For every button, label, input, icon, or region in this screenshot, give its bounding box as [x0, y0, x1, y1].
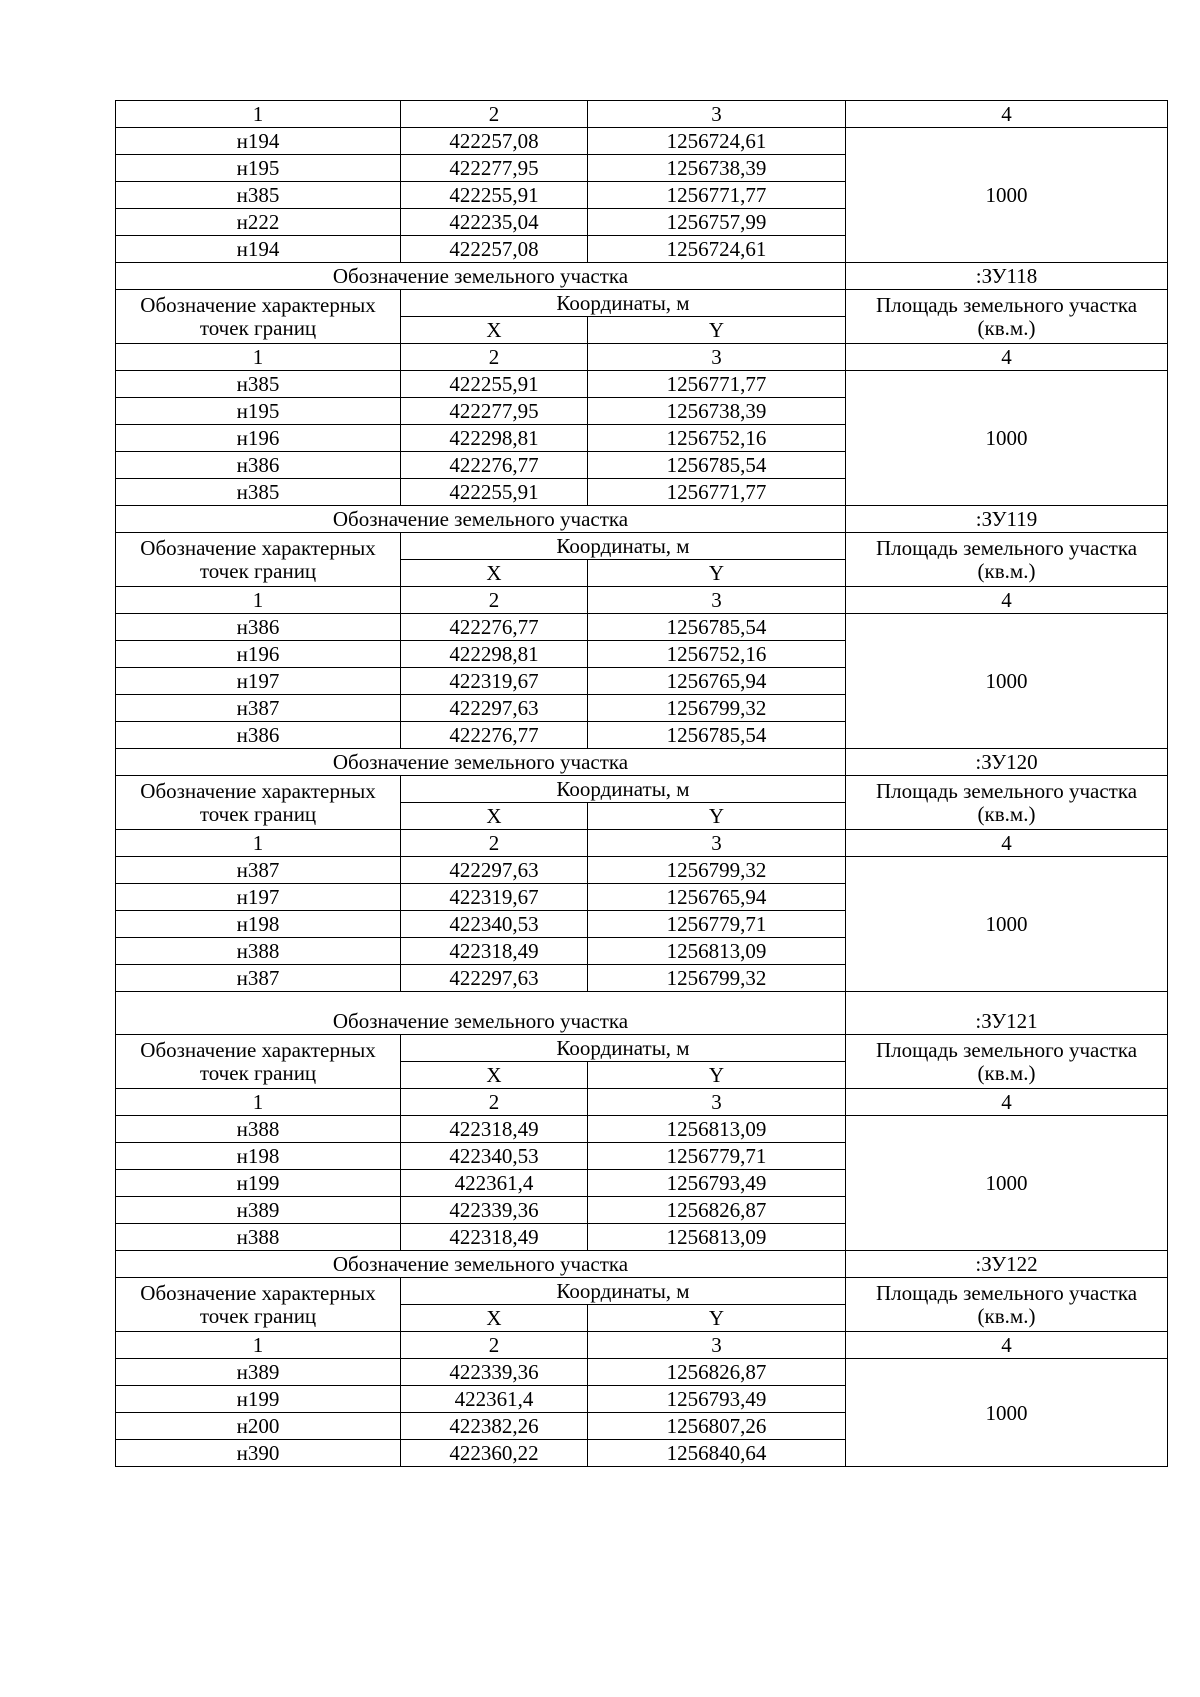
y-header: Y	[588, 1062, 846, 1089]
point-name-cell: н390	[116, 1440, 401, 1467]
x-header: X	[401, 803, 588, 830]
y-coordinate-cell: 1256826,87	[588, 1359, 846, 1386]
point-name-cell: н196	[116, 641, 401, 668]
coords-header: Координаты, м	[401, 533, 846, 560]
parcel-label: Обозначение земельного участка	[116, 263, 846, 290]
parcel-id: :ЗУ120	[846, 749, 1168, 776]
column-number-row	[116, 344, 1168, 371]
y-coordinate-cell: 1256785,54	[588, 614, 846, 641]
coords-header: Координаты, м	[401, 1035, 846, 1062]
point-row	[116, 1116, 1168, 1143]
y-coordinate-cell: 1256757,99	[588, 209, 846, 236]
parcel-id: :ЗУ118	[846, 263, 1168, 290]
column-number-cell: 1	[116, 830, 401, 857]
y-coordinate-cell: 1256765,94	[588, 668, 846, 695]
y-header: Y	[588, 317, 846, 344]
parcel-label-row	[116, 1251, 1168, 1278]
x-coordinate-cell: 422319,67	[401, 884, 588, 911]
parcel-id: :ЗУ119	[846, 506, 1168, 533]
point-name-cell: н389	[116, 1197, 401, 1224]
area-header: Площадь земельного участка (кв.м.)	[846, 776, 1168, 830]
x-coordinate-cell: 422382,26	[401, 1413, 588, 1440]
point-name-cell: н386	[116, 614, 401, 641]
column-number-cell: 2	[401, 587, 588, 614]
point-name-cell: н195	[116, 155, 401, 182]
point-name-cell: н195	[116, 398, 401, 425]
y-coordinate-cell: 1256779,71	[588, 1143, 846, 1170]
points-header: Обозначение характерных точек границ	[116, 290, 401, 344]
point-name-cell: н194	[116, 236, 401, 263]
table-header-row	[116, 1278, 1168, 1305]
coordinates-table-body	[116, 101, 1168, 1467]
x-coordinate-cell: 422318,49	[401, 1116, 588, 1143]
y-coordinate-cell: 1256724,61	[588, 236, 846, 263]
x-coordinate-cell: 422297,63	[401, 857, 588, 884]
point-name-cell: н386	[116, 452, 401, 479]
column-number-cell: 4	[846, 830, 1168, 857]
point-row	[116, 614, 1168, 641]
point-row	[116, 128, 1168, 155]
y-header: Y	[588, 1305, 846, 1332]
x-coordinate-cell: 422257,08	[401, 236, 588, 263]
area-value-cell: 1000	[846, 614, 1168, 749]
point-row	[116, 857, 1168, 884]
y-coordinate-cell: 1256724,61	[588, 128, 846, 155]
point-name-cell: н388	[116, 938, 401, 965]
y-coordinate-cell: 1256779,71	[588, 911, 846, 938]
x-coordinate-cell: 422235,04	[401, 209, 588, 236]
point-name-cell: н386	[116, 722, 401, 749]
x-header: X	[401, 1062, 588, 1089]
x-coordinate-cell: 422277,95	[401, 398, 588, 425]
point-row	[116, 371, 1168, 398]
parcel-label: Обозначение земельного участка	[116, 749, 846, 776]
point-name-cell: н199	[116, 1170, 401, 1197]
y-coordinate-cell: 1256799,32	[588, 857, 846, 884]
x-coordinate-cell: 422255,91	[401, 479, 588, 506]
column-number-cell: 4	[846, 587, 1168, 614]
x-header: X	[401, 317, 588, 344]
y-coordinate-cell: 1256738,39	[588, 155, 846, 182]
x-coordinate-cell: 422276,77	[401, 614, 588, 641]
x-coordinate-cell: 422298,81	[401, 641, 588, 668]
y-coordinate-cell: 1256826,87	[588, 1197, 846, 1224]
point-name-cell: н388	[116, 1224, 401, 1251]
points-header: Обозначение характерных точек границ	[116, 1278, 401, 1332]
y-header: Y	[588, 560, 846, 587]
area-header: Площадь земельного участка (кв.м.)	[846, 1035, 1168, 1089]
column-number-cell: 2	[401, 344, 588, 371]
point-name-cell: н387	[116, 965, 401, 992]
area-header: Площадь земельного участка (кв.м.)	[846, 533, 1168, 587]
y-coordinate-cell: 1256813,09	[588, 1224, 846, 1251]
column-number-cell: 1	[116, 344, 401, 371]
y-coordinate-cell: 1256840,64	[588, 1440, 846, 1467]
x-coordinate-cell: 422340,53	[401, 911, 588, 938]
x-header: X	[401, 560, 588, 587]
area-header: Площадь земельного участка (кв.м.)	[846, 1278, 1168, 1332]
x-coordinate-cell: 422318,49	[401, 938, 588, 965]
table-header-row	[116, 1035, 1168, 1062]
point-name-cell: н385	[116, 371, 401, 398]
points-header: Обозначение характерных точек границ	[116, 776, 401, 830]
column-number-cell: 4	[846, 344, 1168, 371]
coords-header: Координаты, м	[401, 776, 846, 803]
x-coordinate-cell: 422255,91	[401, 371, 588, 398]
table-header-row	[116, 533, 1168, 560]
x-coordinate-cell: 422297,63	[401, 965, 588, 992]
column-number-cell: 2	[401, 1089, 588, 1116]
parcel-id: :ЗУ121	[846, 992, 1168, 1035]
point-name-cell: н200	[116, 1413, 401, 1440]
area-value-cell: 1000	[846, 371, 1168, 506]
y-coordinate-cell: 1256799,32	[588, 965, 846, 992]
point-row	[116, 1359, 1168, 1386]
parcel-label: Обозначение земельного участка	[116, 506, 846, 533]
y-coordinate-cell: 1256771,77	[588, 371, 846, 398]
parcel-label-row	[116, 749, 1168, 776]
y-coordinate-cell: 1256807,26	[588, 1413, 846, 1440]
point-name-cell: н196	[116, 425, 401, 452]
point-name-cell: н197	[116, 668, 401, 695]
y-coordinate-cell: 1256785,54	[588, 722, 846, 749]
x-coordinate-cell: 422277,95	[401, 155, 588, 182]
column-number-cell: 3	[588, 830, 846, 857]
column-number-cell: 3	[588, 1332, 846, 1359]
x-coordinate-cell: 422255,91	[401, 182, 588, 209]
y-coordinate-cell: 1256785,54	[588, 452, 846, 479]
x-coordinate-cell: 422361,4	[401, 1170, 588, 1197]
x-coordinate-cell: 422339,36	[401, 1359, 588, 1386]
area-value-cell: 1000	[846, 128, 1168, 263]
y-coordinate-cell: 1256813,09	[588, 1116, 846, 1143]
table-header-row	[116, 776, 1168, 803]
column-number-cell: 4	[846, 101, 1168, 128]
y-coordinate-cell: 1256738,39	[588, 398, 846, 425]
area-value-cell: 1000	[846, 857, 1168, 992]
x-coordinate-cell: 422276,77	[401, 452, 588, 479]
x-coordinate-cell: 422257,08	[401, 128, 588, 155]
parcel-label: Обозначение земельного участка	[116, 1251, 846, 1278]
column-number-cell: 2	[401, 101, 588, 128]
y-coordinate-cell: 1256752,16	[588, 641, 846, 668]
column-number-cell: 3	[588, 1089, 846, 1116]
parcel-id: :ЗУ122	[846, 1251, 1168, 1278]
x-coordinate-cell: 422339,36	[401, 1197, 588, 1224]
coordinates-table	[115, 100, 1168, 1467]
y-coordinate-cell: 1256765,94	[588, 884, 846, 911]
parcel-label-row	[116, 263, 1168, 290]
point-name-cell: н385	[116, 182, 401, 209]
x-coordinate-cell: 422319,67	[401, 668, 588, 695]
column-number-cell: 1	[116, 101, 401, 128]
x-coordinate-cell: 422318,49	[401, 1224, 588, 1251]
point-name-cell: н198	[116, 911, 401, 938]
y-coordinate-cell: 1256771,77	[588, 479, 846, 506]
point-name-cell: н389	[116, 1359, 401, 1386]
y-coordinate-cell: 1256813,09	[588, 938, 846, 965]
x-coordinate-cell: 422361,4	[401, 1386, 588, 1413]
coords-header: Координаты, м	[401, 290, 846, 317]
column-number-row	[116, 830, 1168, 857]
y-coordinate-cell: 1256771,77	[588, 182, 846, 209]
x-coordinate-cell: 422340,53	[401, 1143, 588, 1170]
column-number-cell: 2	[401, 1332, 588, 1359]
point-name-cell: н387	[116, 695, 401, 722]
points-header: Обозначение характерных точек границ	[116, 1035, 401, 1089]
point-name-cell: н197	[116, 884, 401, 911]
x-coordinate-cell: 422360,22	[401, 1440, 588, 1467]
point-name-cell: н388	[116, 1116, 401, 1143]
x-header: X	[401, 1305, 588, 1332]
document-page	[115, 100, 1167, 1467]
points-header: Обозначение характерных точек границ	[116, 533, 401, 587]
area-header: Площадь земельного участка (кв.м.)	[846, 290, 1168, 344]
column-number-cell: 3	[588, 101, 846, 128]
x-coordinate-cell: 422297,63	[401, 695, 588, 722]
point-name-cell: н199	[116, 1386, 401, 1413]
coords-header: Координаты, м	[401, 1278, 846, 1305]
column-number-cell: 1	[116, 1089, 401, 1116]
column-number-cell: 2	[401, 830, 588, 857]
column-number-row	[116, 1089, 1168, 1116]
column-number-cell: 1	[116, 587, 401, 614]
x-coordinate-cell: 422276,77	[401, 722, 588, 749]
column-number-cell: 4	[846, 1089, 1168, 1116]
point-name-cell: н198	[116, 1143, 401, 1170]
parcel-label: Обозначение земельного участка	[116, 992, 846, 1035]
column-number-cell: 3	[588, 587, 846, 614]
area-value-cell: 1000	[846, 1359, 1168, 1467]
column-number-row	[116, 1332, 1168, 1359]
parcel-label-row	[116, 506, 1168, 533]
area-value-cell: 1000	[846, 1116, 1168, 1251]
point-name-cell: н387	[116, 857, 401, 884]
column-number-cell: 4	[846, 1332, 1168, 1359]
y-coordinate-cell: 1256793,49	[588, 1170, 846, 1197]
column-number-row	[116, 587, 1168, 614]
point-name-cell: н385	[116, 479, 401, 506]
point-name-cell: н194	[116, 128, 401, 155]
y-coordinate-cell: 1256799,32	[588, 695, 846, 722]
column-number-cell: 1	[116, 1332, 401, 1359]
y-coordinate-cell: 1256793,49	[588, 1386, 846, 1413]
table-header-row	[116, 290, 1168, 317]
point-name-cell: н222	[116, 209, 401, 236]
y-header: Y	[588, 803, 846, 830]
y-coordinate-cell: 1256752,16	[588, 425, 846, 452]
column-number-cell: 3	[588, 344, 846, 371]
x-coordinate-cell: 422298,81	[401, 425, 588, 452]
parcel-label-row	[116, 992, 1168, 1035]
column-number-row	[116, 101, 1168, 128]
